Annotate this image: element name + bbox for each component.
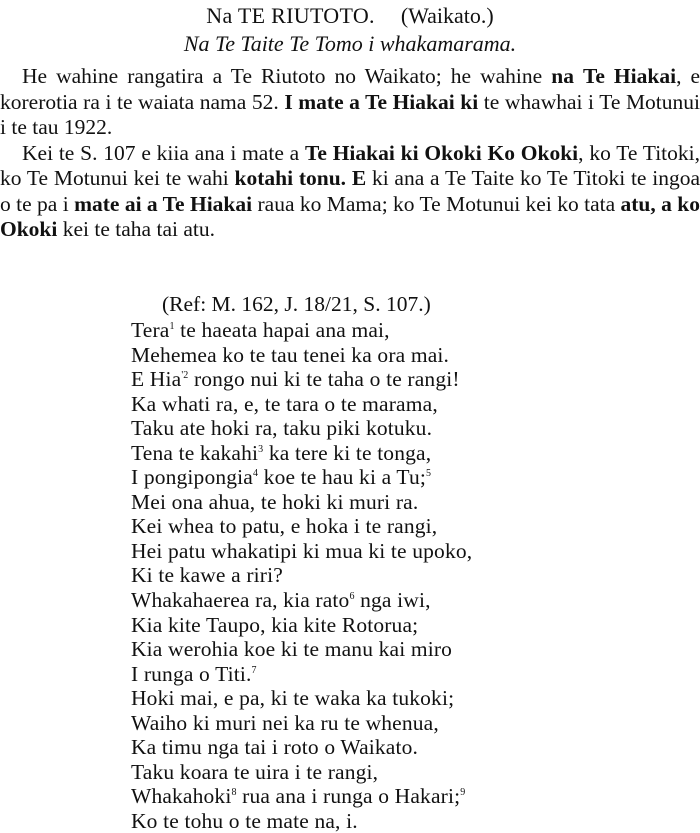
- poem-line: [131, 613, 691, 638]
- poem-line: [131, 809, 691, 833]
- poem-line: [131, 343, 691, 368]
- bold-text-run: kotahi tonu. E: [234, 166, 367, 190]
- bold-text-run: atu, a ko Okoki: [0, 191, 700, 241]
- poem-line-text: Mehemea ko te tau tenei ka ora mai.: [131, 342, 450, 367]
- poem-line-text: Whakahoki: [131, 784, 232, 809]
- poem-line-text: te haeata hapai ana mai,: [174, 318, 390, 342]
- poem-line-text: Kei whea to patu, e hoka i te rangi,: [131, 514, 438, 539]
- intro-text: [0, 64, 700, 243]
- bold-text-run: na: [551, 64, 574, 88]
- bold-text-run: Te Hiakai: [582, 64, 677, 88]
- intro-paragraph: [0, 141, 700, 243]
- poem-line-text: E Hia: [131, 367, 182, 392]
- poem-line-text: rongo nui ki te taha o te rangi!: [188, 367, 460, 392]
- footnote-marker: 3: [258, 443, 264, 455]
- song-title: Na TE RIUTOTO.: [206, 3, 375, 28]
- poem-line: [131, 539, 691, 564]
- poem-line: [131, 711, 691, 736]
- poem-line: [131, 563, 691, 588]
- text-run: [574, 64, 583, 88]
- bold-text-run: mate ai a Te Hiakai: [74, 191, 253, 216]
- poem-line-text: Ko te tohu o te mate na, i.: [131, 808, 358, 833]
- footnote-marker: 5: [425, 468, 432, 480]
- poem-line-text: koe te hau ki a Tu;: [258, 465, 426, 490]
- footnote-marker: '2: [181, 370, 189, 382]
- poem-line-text: Mei ona ahua, te hoki ki muri ra.: [131, 489, 419, 514]
- poem-line: [131, 784, 691, 809]
- poem-line: [131, 367, 691, 392]
- footnote-marker: 4: [252, 468, 259, 480]
- poem-line: [131, 490, 691, 515]
- poem-line: [131, 735, 691, 760]
- footnote-marker: 7: [251, 664, 257, 676]
- footnote-marker: 1: [169, 321, 175, 332]
- footnote-marker: 8: [231, 787, 237, 799]
- poem-line-text: rua ana i runga o Hakari;: [236, 784, 461, 809]
- poem-line: [131, 637, 691, 662]
- poem-line-text: Ki te kawe a riri?: [131, 563, 283, 588]
- poem-line-text: Taku koara te uira i te rangi,: [131, 759, 379, 784]
- text-run: kei te taha tai atu.: [57, 217, 215, 241]
- poem-line: [131, 392, 691, 417]
- text-run: raua ko Mama; ko Te Motunui kei ko tata: [252, 191, 621, 216]
- poem-line-text: Hei patu whakatipi ki mua ki te upoko,: [131, 538, 473, 563]
- text-run: , ko Te Titoki, ko Te Motunui kei te wahi: [0, 140, 700, 190]
- tribe-name: (Waikato.): [400, 3, 494, 28]
- poem-line: [131, 760, 691, 785]
- page-subtitle: Na Te Taite Te Tomo i whakamarama.: [183, 31, 517, 56]
- poem-line-text: Waiho ki muri nei ka ru te whenua,: [131, 710, 439, 735]
- text-run: He wahine rangatira a Te Riutoto no Waikato; he wahine: [22, 64, 552, 88]
- poem-line: [131, 686, 691, 711]
- poem-line: [131, 514, 691, 539]
- bold-text-run: Te Hiakai ki Okoki: [305, 140, 482, 165]
- poem: [131, 318, 691, 833]
- poem-line: [131, 662, 691, 687]
- poem-line-text: I pongipongia: [131, 465, 253, 490]
- poem-line-text: Kia kite Taupo, kia kite Rotorua;: [131, 612, 419, 637]
- text-run: Kei te S. 107 e kiia ana i mate a: [22, 140, 305, 165]
- text-run: ki ana a Te Taite ko Te Titoki te ingoa o te pa i: [0, 166, 700, 216]
- poem-line-text: Kia werohia koe ki te manu kai miro: [131, 637, 453, 662]
- poem-line-text: Ka timu nga tai i roto o Waikato.: [131, 735, 419, 760]
- intro-paragraph: [0, 64, 700, 141]
- poem-line: [131, 441, 691, 466]
- poem-line-text: Whakahaerea ra, kia rato: [131, 588, 350, 613]
- poem-line-text: Hoki mai, e pa, ki te waka ka tukoki;: [131, 686, 455, 711]
- footnote-marker: 9: [460, 787, 466, 799]
- poem-line-text: nga iwi,: [354, 588, 431, 613]
- bold-text-run: Ko Okoki: [487, 140, 579, 165]
- footnote-marker: 6: [349, 591, 355, 603]
- poem-line-text: Taku ate hoki ra, taku piki kotuku.: [131, 416, 433, 441]
- poem-line-text: Tena te kakahi: [131, 440, 259, 465]
- poem-line: [131, 465, 691, 490]
- text-run: , e korerotia ra i te waiata nama 52.: [0, 64, 700, 114]
- reference-line: (Ref: M. 162, J. 18/21, S. 107.): [162, 292, 431, 316]
- poem-line: [131, 588, 691, 613]
- bold-text-run: I mate a Te Hiakai ki: [284, 89, 479, 114]
- page-title: [0, 3, 700, 29]
- poem-line: [131, 416, 691, 441]
- poem-line: [131, 318, 691, 343]
- poem-line-text: Tera: [131, 318, 170, 342]
- poem-line-text: I runga o Titi.: [131, 661, 252, 686]
- poem-line-text: ka tere ki te tonga,: [263, 440, 432, 465]
- text-run: te whawhai i Te Motunui i te tau 1922.: [0, 89, 700, 139]
- poem-line-text: Ka whati ra, e, te tara o te marama,: [131, 391, 438, 416]
